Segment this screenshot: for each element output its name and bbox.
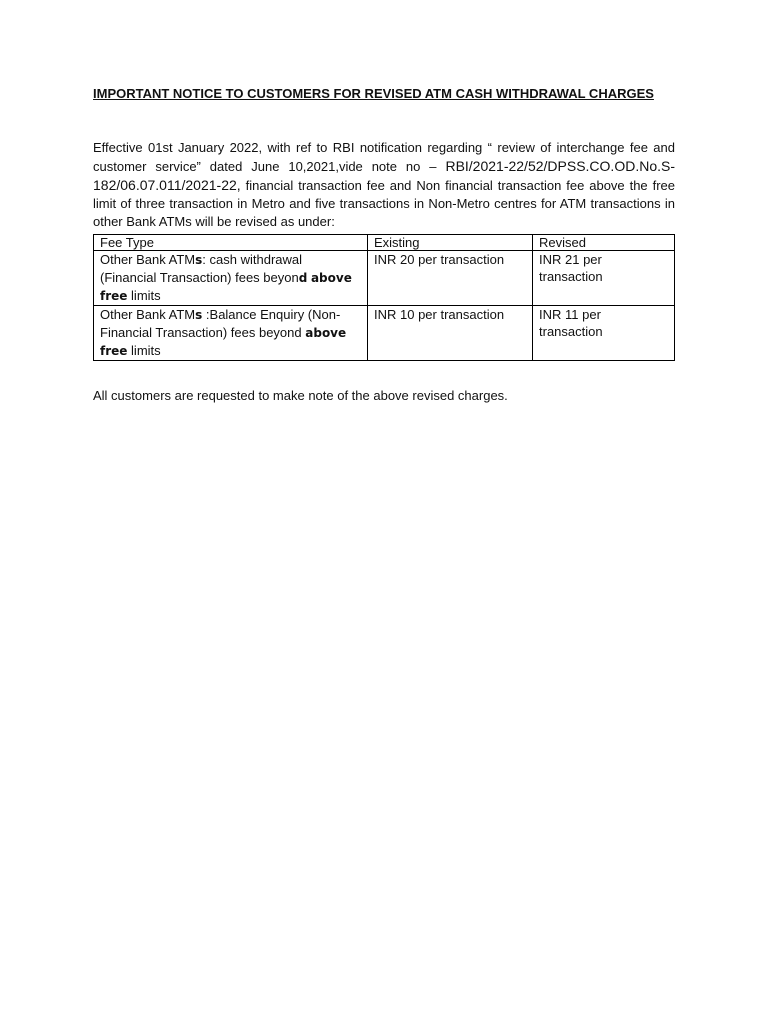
header-existing: Existing (368, 235, 533, 251)
fee-type-text: : cash withdrawal (Financial Transaction) fees beyon (100, 252, 303, 285)
table-row (94, 306, 675, 361)
fee-type-text: s (195, 253, 203, 267)
cell-existing: INR 10 per transaction (368, 306, 533, 361)
fee-type-text: Other Bank ATM (100, 252, 196, 267)
rbi-reference: RBI/2021-22/52/DPSS.CO.OD.No.S-182/06.07.011/2021-22, (93, 158, 675, 193)
fee-type-text: limits (131, 343, 161, 358)
fee-type-text: Other Bank ATM (100, 307, 196, 322)
header-revised: Revised (533, 235, 675, 251)
notice-title: IMPORTANT NOTICE TO CUSTOMERS FOR REVISED ATM CASH WITHDRAWAL CHARGES (93, 86, 654, 101)
header-fee-type: Fee Type (94, 235, 368, 251)
table-header-row (94, 235, 675, 251)
intro-text-part2: financial transaction fee and Non financial transaction fee above the free limit of three transaction in Metro and five transactions in Non-Metro centres for ATM transactions in other Bank ATMs will be revised as under: (93, 178, 675, 229)
intro-paragraph (93, 139, 675, 231)
cell-revised: INR 21 per transaction (533, 251, 675, 306)
cell-existing: INR 20 per transaction (368, 251, 533, 306)
cell-fee-type (94, 251, 368, 306)
fee-table (93, 234, 675, 361)
fee-type-emphasis: above free (100, 326, 347, 358)
fee-type-text: limits (131, 288, 161, 303)
closing-note: All customers are requested to make note of the above revised charges. (93, 388, 508, 403)
fee-type-text: d (298, 271, 308, 285)
cell-fee-type (94, 306, 368, 361)
fee-type-text: :Balance Enquiry (Non- Financial Transaction) fees beyond (100, 307, 341, 340)
notice-document (93, 86, 675, 417)
fee-type-text: s (195, 308, 203, 322)
fee-type-emphasis: above free (100, 271, 352, 303)
intro-text-part1: Effective 01st January 2022, with ref to RBI notification regarding “ review of interchange fee and customer service” dated June 10,2021,vide note no – (93, 140, 675, 174)
cell-revised: INR 11 per transaction (533, 306, 675, 361)
table-row (94, 251, 675, 306)
